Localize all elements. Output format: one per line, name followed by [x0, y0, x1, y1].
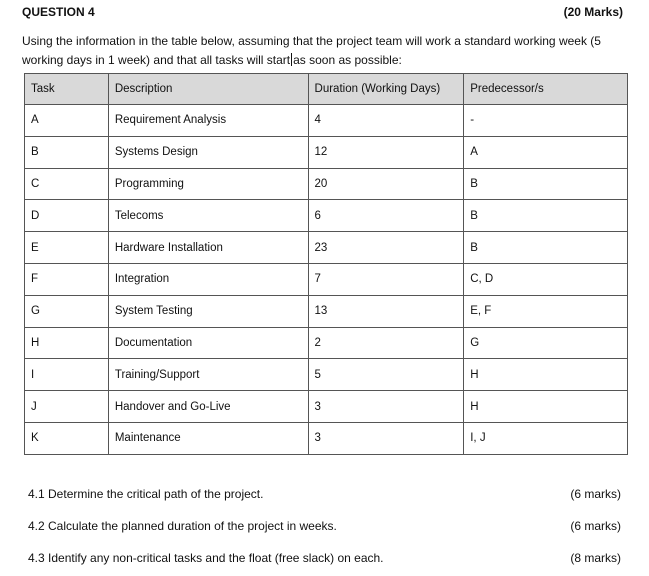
predecessors-cell: - [464, 105, 628, 137]
predecessors-cell: B [464, 168, 628, 200]
question-4-3-marks: (8 marks) [570, 551, 621, 565]
task-cell: I [25, 359, 109, 391]
duration-cell: 4 [308, 105, 464, 137]
table-row [25, 136, 628, 168]
description-cell: Integration [108, 263, 308, 295]
description-cell: System Testing [108, 295, 308, 327]
question-4-3: 4.3 Identify any non-critical tasks and the float (free slack) on each. [28, 551, 384, 565]
intro-text-end: as soon as possible: [293, 53, 402, 67]
duration-cell: 5 [308, 359, 464, 391]
question-marks: (20 Marks) [563, 5, 623, 19]
predecessors-cell: C, D [464, 263, 628, 295]
task-cell: K [25, 422, 109, 454]
duration-cell: 3 [308, 391, 464, 423]
table-row [25, 327, 628, 359]
duration-cell: 6 [308, 200, 464, 232]
description-cell: Systems Design [108, 136, 308, 168]
question-4-2-marks: (6 marks) [570, 519, 621, 533]
intro-paragraph [22, 32, 634, 70]
task-cell: D [25, 200, 109, 232]
header-predecessors: Predecessor/s [464, 74, 628, 105]
task-cell: J [25, 391, 109, 423]
task-table [24, 73, 628, 455]
duration-cell: 2 [308, 327, 464, 359]
table-row [25, 263, 628, 295]
predecessors-cell: H [464, 391, 628, 423]
table-row [25, 232, 628, 264]
table-row [25, 295, 628, 327]
description-cell: Programming [108, 168, 308, 200]
header-duration: Duration (Working Days) [308, 74, 464, 105]
question-4-1: 4.1 Determine the critical path of the project. [28, 487, 264, 501]
table-row [25, 359, 628, 391]
question-4-1-marks: (6 marks) [570, 487, 621, 501]
task-cell: G [25, 295, 109, 327]
duration-cell: 12 [308, 136, 464, 168]
question-4-2: 4.2 Calculate the planned duration of the project in weeks. [28, 519, 337, 533]
task-cell: E [25, 232, 109, 264]
predecessors-cell: B [464, 232, 628, 264]
predecessors-cell: H [464, 359, 628, 391]
description-cell: Telecoms [108, 200, 308, 232]
table-row [25, 200, 628, 232]
table-row [25, 422, 628, 454]
table-header-row [25, 74, 628, 105]
task-cell: C [25, 168, 109, 200]
predecessors-cell: B [464, 200, 628, 232]
task-cell: F [25, 263, 109, 295]
duration-cell: 13 [308, 295, 464, 327]
predecessors-cell: I, J [464, 422, 628, 454]
task-cell: B [25, 136, 109, 168]
table-row [25, 168, 628, 200]
header-task: Task [25, 74, 109, 105]
question-title: QUESTION 4 [22, 5, 95, 19]
description-cell: Maintenance [108, 422, 308, 454]
description-cell: Training/Support [108, 359, 308, 391]
duration-cell: 20 [308, 168, 464, 200]
description-cell: Documentation [108, 327, 308, 359]
task-cell: A [25, 105, 109, 137]
duration-cell: 23 [308, 232, 464, 264]
predecessors-cell: G [464, 327, 628, 359]
description-cell: Handover and Go-Live [108, 391, 308, 423]
predecessors-cell: A [464, 136, 628, 168]
table-row [25, 391, 628, 423]
description-cell: Hardware Installation [108, 232, 308, 264]
predecessors-cell: E, F [464, 295, 628, 327]
intro-text-start: Using the information in the table below, assuming that the project team will work a standard working week (5 working days in 1 week) and that all tasks will start [22, 34, 601, 67]
duration-cell: 7 [308, 263, 464, 295]
description-cell: Requirement Analysis [108, 105, 308, 137]
task-cell: H [25, 327, 109, 359]
header-description: Description [108, 74, 308, 105]
duration-cell: 3 [308, 422, 464, 454]
table-row [25, 105, 628, 137]
text-cursor [291, 53, 292, 66]
